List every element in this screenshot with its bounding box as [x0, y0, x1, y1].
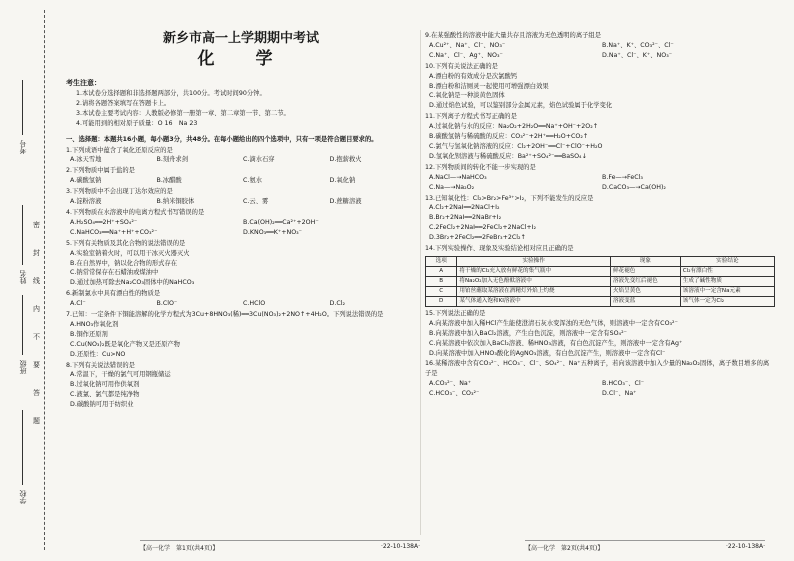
option: D.Cl₂: [329, 300, 346, 308]
section-heading: 一、选择题：本题共16小题，每小题3分，共48分。在每小题给出的四个选项中，只有一项是符合题目要求的。: [66, 135, 378, 143]
option: C.云、雾: [243, 198, 269, 206]
option: D.向某溶液中加入HNO₃酸化的AgNO₃溶液，有白色沉淀产生，则溶液中一定含有Cl⁻: [429, 349, 666, 357]
option: C.HCO₃⁻、CO₃²⁻: [429, 390, 480, 398]
options: [425, 72, 775, 112]
question-stem: 1.下列成语中蕴含了氧化还原反应的是: [66, 146, 173, 154]
options: [425, 379, 775, 399]
label-exam-number: 考号: [19, 140, 27, 154]
school-line: [22, 410, 23, 485]
option: C.氯气与氢氧化钠溶液的反应：Cl₂+2OH⁻══Cl⁻+ClO⁻+H₂O: [429, 142, 603, 150]
option: B.碳酸氢钠与稀硫酸的反应：CO₃²⁻+2H⁺══H₂O+CO₂↑: [429, 133, 589, 141]
table-cell: 生成了碱性物质: [680, 276, 774, 286]
option: C.氧化钠是一种淡黄色固体: [429, 92, 505, 100]
table-cell: 溶液先变红后褪色: [610, 276, 680, 286]
option: A.向某溶液中加入稀HCl产生能使澄清石灰水变浑浊的无色气体，则溶液中一定含有CO₃²⁻: [429, 319, 678, 327]
option: C.向某溶液中依次加入BaCl₂溶液、稀HNO₃溶液，有白色沉淀产生，则溶液中一定含有Ag⁺: [429, 339, 683, 347]
option: A.Cu²⁺、Na⁺、Cl⁻、NO₃⁻: [429, 41, 506, 49]
notice-item: 4.可能用到的相对原子质量：O 16 Na 23: [76, 119, 198, 127]
option: C.Cu(NO₃)₂既是氧化产物又是还原产物: [70, 340, 180, 348]
options: [66, 249, 416, 289]
notice-item: 2.请将各题答案填写在答题卡上。: [76, 99, 171, 107]
question-stem: 4.下列物质在水溶液中的电离方程式书写错误的是: [66, 208, 205, 216]
option: D.还原性：Cu>NO: [70, 350, 126, 358]
question-stem: 6.新制氯水中具有漂白性的物质是: [66, 290, 161, 298]
label-class: 班级: [19, 360, 27, 374]
option: B.刻舟求剑: [156, 156, 189, 164]
exam-number-line: [22, 80, 23, 135]
seal-char: 线: [33, 277, 40, 285]
table-cell: 火焰呈黄色: [610, 286, 680, 296]
option: B.ClO⁻: [156, 300, 178, 308]
option: C.HClO: [243, 300, 266, 308]
option: B.铜作还原剂: [70, 330, 108, 338]
footer-right: [525, 540, 765, 552]
options: [425, 173, 775, 193]
question-stem: 7.已知：一定条件下铜能溶解的化学方程式为3Cu+8HNO₃(稀)══3Cu(NO₃)₂+2NO↑+4H₂O。下列说法错误的是: [66, 311, 384, 319]
question-stem: 3.下列物质中不会出现丁达尔效应的是: [66, 188, 173, 196]
option: D.KNO₃══K⁺+NO₃⁻: [243, 228, 302, 236]
label-name: 姓名: [19, 270, 27, 284]
table-header-row: [426, 256, 775, 266]
footer-page-label: 【高一化学 第1页(共4页)】: [140, 545, 219, 552]
question-stem: 5.下列有关物质及其化合物的说法错误的是: [66, 239, 186, 247]
option: C.钠常常保存在石蜡油或煤油中: [70, 269, 159, 277]
option: A.HNO₃作氧化剂: [70, 320, 119, 328]
seal-char: 题: [33, 417, 40, 425]
option: D.Cl⁻、Na⁺: [602, 390, 637, 398]
question-stem: 11.下列离子方程式书写正确的是: [425, 113, 517, 121]
table-header: 实验操作: [457, 256, 611, 266]
options: [66, 320, 416, 360]
option: A.Cl⁻: [70, 300, 86, 308]
option: D.氢氧化钡溶液与稀硫酸反应：Ba²⁺+SO₄²⁻══BaSO₄↓: [429, 152, 587, 160]
table-cell: 将干燥的Cl₂充入放有鲜花的集气瓶中: [457, 266, 611, 276]
question-stem: 12.下列物质间的转化不能一步实现的是: [425, 163, 536, 171]
option: D.抱薪救火: [329, 156, 362, 164]
option: A.漂白粉的有效成分是次氯酸钙: [429, 72, 518, 80]
table-cell: 溶液变蓝: [610, 296, 680, 306]
question-stem: 10.下列有关说法正确的是: [425, 62, 498, 70]
option: B.漂白粉和洁厕灵一起使用可增强漂白效果: [429, 82, 549, 90]
seal-char: 密: [33, 221, 40, 229]
table-cell: 鲜花褪色: [610, 266, 680, 276]
table-cell: 某气体通入饱和KI溶液中: [457, 296, 611, 306]
table-header: 现象: [610, 256, 680, 266]
table-row: [426, 286, 775, 296]
seal-char: 要: [33, 361, 40, 369]
option: B.Ca(OH)₂══Ca²⁺+2OH⁻: [243, 218, 319, 226]
option: B.向某溶液中加入BaCl₂溶液，产生白色沉淀，则溶液中一定含有SO₄²⁻: [429, 329, 627, 337]
question-stem: 8.下列有关说法错误的是: [66, 361, 135, 369]
option: D.通过加热可除去Na₂CO₃固体中的NaHCO₃: [70, 279, 195, 287]
seal-char: 不: [33, 333, 40, 341]
option: B.过氧化钠可用作供氧剂: [70, 381, 140, 389]
exam-title: 新乡市高一上学期期中考试: [162, 31, 319, 46]
option: C.2FeCl₂+2NaI══2FeCl₂+2NaCl+I₂: [429, 224, 537, 232]
option: A.Cl₂+2NaI══2NaCl+I₂: [429, 204, 500, 212]
option: B.Fe—→FeCl₃: [602, 173, 643, 181]
options: [66, 155, 416, 165]
option: A.过氧化钠与水的反应：Na₂O₂+2H₂O══Na⁺+OH⁻+2O₂↑: [429, 123, 599, 131]
footer-code: ·22-10-138A·: [726, 543, 765, 550]
binding-margin: [4, 0, 48, 561]
question-stem: 13.已知氧化性：Cl₂>Br₂>Fe³⁺>I₂，下列不能发生的反应是: [425, 194, 594, 202]
option: A.淀粉溶液: [70, 198, 102, 206]
column-divider: [420, 30, 421, 535]
footer-left: [140, 540, 420, 552]
options: [425, 203, 775, 243]
table-cell: C: [426, 286, 457, 296]
options: [425, 122, 775, 162]
option: B.纳米铜胶体: [156, 198, 195, 206]
option: C.滴水石穿: [243, 156, 275, 164]
options: [66, 218, 416, 238]
option: A.NaCl—→NaHCO₃: [429, 173, 487, 181]
option: B.HCO₃⁻、Cl⁻: [602, 380, 645, 388]
option: C.Na—→Na₂O₂: [429, 183, 475, 191]
left-questions: [66, 146, 416, 411]
question-stem: 14.下列实验操作、现象及实验结论相对应且正确的是: [425, 245, 574, 253]
option: A.常温下，干燥的氯气可用钢瓶储运: [70, 371, 171, 379]
question-stem: 2.下列物质中属于盐的是: [66, 167, 135, 175]
label-school: 学校: [19, 490, 27, 504]
notice-item: 1.本试卷分选择题和非选择题两部分，共100分。考试时间90分钟。: [76, 90, 266, 97]
table-cell: 该气体一定为Cl₂: [680, 296, 774, 306]
question-stem: 16.某稀溶液中含有CO₃²⁻、HCO₃⁻、Cl⁻、SO₄²⁻、Na⁺五种离子，若向该溶液中加入少量的Na₂O₂固体，离子数目增多的离子是: [425, 360, 770, 378]
option: B.冰醋酸: [156, 177, 182, 185]
seal-char: 答: [33, 389, 40, 397]
question-stem: 9.在某强酸性的溶液中能大量共存且溶液为无色透明的离子组是: [425, 32, 602, 39]
options: [66, 176, 416, 186]
option: D.CaCO₃—→Ca(OH)₂: [602, 183, 666, 191]
option: B.Na⁺、K⁺、CO₃²⁻、Cl⁻: [602, 41, 674, 49]
experiment-table: [425, 256, 775, 307]
table-cell: D: [426, 296, 457, 306]
seal-line: [44, 10, 45, 550]
option: D.Na⁺、Cl⁻、K⁺、NO₃⁻: [602, 51, 673, 59]
option: C.Na⁺、Cl⁻、Ag⁺、NO₃⁻: [429, 51, 503, 59]
table-cell: 用铂丝蘸取某溶液在酒精灯外焰上灼烧: [457, 286, 611, 296]
notice-heading: 考生注意：: [66, 79, 101, 87]
table-cell: B: [426, 276, 457, 286]
table-row: [426, 276, 775, 286]
table-cell: Cl₂有漂白性: [680, 266, 774, 276]
table-cell: A: [426, 266, 457, 276]
class-line: [22, 295, 23, 355]
table-cell: 将Na₂O₂加入无色酚酞溶液中: [457, 276, 611, 286]
seal-char: 内: [33, 305, 40, 313]
option: D.碳酸钠可用于纺织业: [70, 401, 134, 409]
table-header: 选项: [426, 256, 457, 266]
right-column: [425, 30, 775, 399]
footer-code: ·22-10-138A·: [381, 543, 420, 550]
option: D.3Br₂+2FeCl₂══2FeBr₃+2Cl₂↑: [429, 234, 526, 242]
option: B.在自然界中，钠以化合物的形式存在: [70, 259, 178, 267]
options: [66, 299, 416, 309]
option: B.Br₂+2NaI══2NaBr+I₂: [429, 214, 502, 222]
seal-char: 封: [33, 249, 40, 257]
option: A.冰天雪地: [70, 156, 102, 164]
option: C.氨水: [243, 177, 262, 185]
option: A.碳酸氢钠: [70, 177, 102, 185]
options: [66, 197, 416, 207]
options: [66, 370, 416, 410]
option: D.通过焰色试验，可以鉴别部分金属元素，焰色试验属于化学变化: [429, 102, 613, 110]
question-stem: 15.下列说法正确的是: [425, 309, 486, 317]
option: A.实验室钠着火时，可以用干冰灭火器灭火: [70, 249, 190, 257]
options: [425, 319, 775, 359]
name-line: [22, 205, 23, 265]
options: [425, 41, 775, 61]
footer-page-label: 【高一化学 第2页(共4页)】: [525, 545, 604, 552]
option: A.CO₃²⁻、Na⁺: [429, 380, 472, 388]
notice-item: 3.本试卷主要考试内容：人教版必修第一册第一章、第二章第一节、第二节。: [76, 109, 290, 117]
right-questions: [425, 31, 775, 243]
option: D.蔗糖溶液: [329, 198, 362, 206]
left-column: [66, 30, 416, 410]
exam-subject: 化 学: [197, 49, 285, 69]
option: A.H₂SO₄══2H⁺+SO₄²⁻: [70, 218, 138, 226]
table-header: 实验结论: [680, 256, 774, 266]
table-row: [426, 296, 775, 306]
option: C.液氯、氯气都是纯净物: [70, 391, 140, 399]
option: C.NaHCO₃══Na⁺+H⁺+CO₃²⁻: [70, 228, 158, 236]
table-cell: 该溶液中一定含Na元素: [680, 286, 774, 296]
table-row: [426, 266, 775, 276]
option: D.氧化钠: [329, 177, 356, 185]
